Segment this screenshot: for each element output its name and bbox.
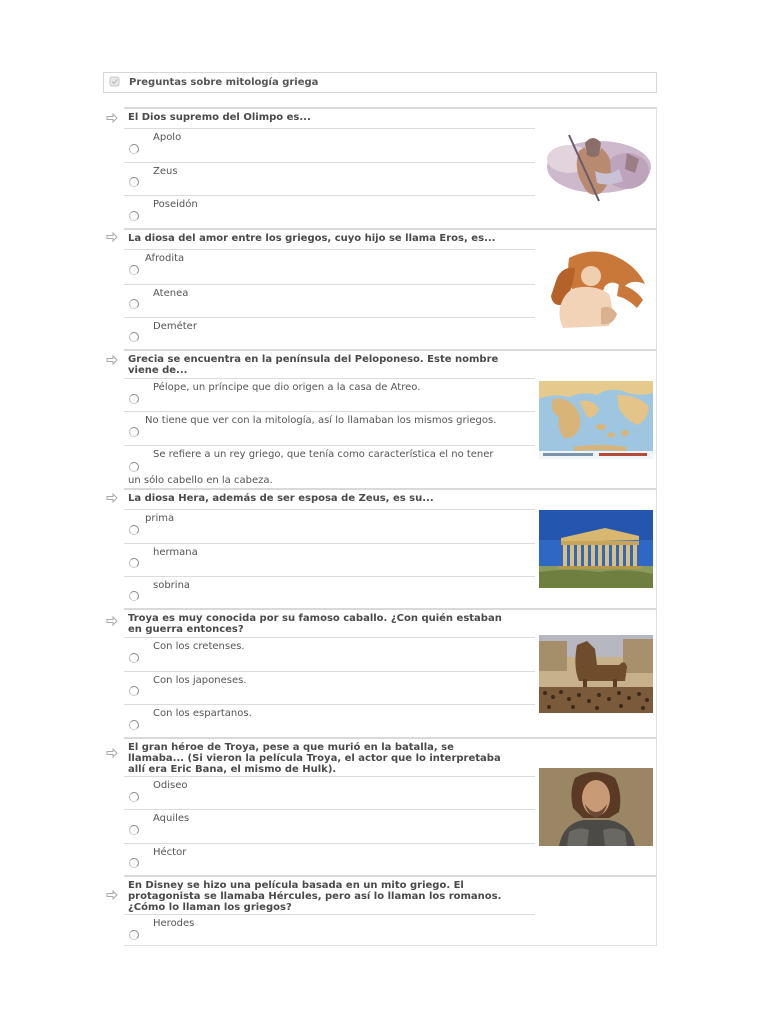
answer-option[interactable] — [124, 162, 535, 195]
answer-option[interactable] — [124, 378, 535, 411]
option-label: Con los espartanos. — [153, 708, 252, 719]
option-label: prima — [145, 513, 175, 524]
radio-button[interactable] — [129, 825, 139, 835]
zeus-figure — [539, 129, 653, 209]
question-text — [128, 880, 528, 913]
option-label: sobrina — [153, 580, 191, 591]
radio-button[interactable] — [129, 462, 139, 472]
radio-button[interactable] — [129, 720, 139, 730]
question-text-line: llamaba... (Si vieron la película Troya, el actor que lo interpretaba — [128, 753, 501, 764]
option-label: Héctor — [153, 847, 187, 858]
radio-button[interactable] — [129, 792, 139, 802]
option-label-continued: un sólo cabello en la cabeza. — [128, 475, 273, 486]
radio-button[interactable] — [129, 177, 139, 187]
question-text: El Dios supremo del Olimpo es... — [128, 112, 311, 123]
question-6 — [124, 737, 657, 875]
question-text-line: El gran héroe de Troya, pese a que murió en la batalla, se — [128, 742, 454, 753]
arrow-icon — [106, 493, 118, 503]
quiz-icon — [109, 76, 120, 87]
option-label: Afrodita — [145, 253, 185, 264]
option-label: Herodes — [153, 918, 195, 929]
option-label: Aquiles — [153, 813, 190, 824]
answer-option[interactable] — [124, 576, 535, 609]
question-3 — [124, 349, 657, 488]
answer-option[interactable] — [124, 776, 535, 809]
radio-button[interactable] — [129, 858, 139, 868]
answer-option[interactable] — [124, 195, 535, 229]
answer-option[interactable] — [124, 637, 535, 671]
radio-button[interactable] — [129, 265, 139, 275]
radio-button[interactable] — [129, 394, 139, 404]
radio-button[interactable] — [129, 144, 139, 154]
radio-button[interactable] — [129, 558, 139, 568]
radio-button[interactable] — [129, 332, 139, 342]
answer-option[interactable] — [124, 671, 535, 704]
radio-button[interactable] — [129, 653, 139, 663]
answer-option[interactable] — [124, 843, 535, 876]
option-label: Apolo — [153, 132, 182, 143]
answer-option[interactable] — [124, 509, 535, 543]
greece-map — [539, 381, 653, 459]
question-text-line: allí era Eric Bana, el mismo de Hulk). — [128, 764, 337, 775]
answer-option[interactable] — [124, 704, 535, 738]
question-text-line: viene de... — [128, 365, 188, 376]
hector-photo — [539, 768, 653, 846]
question-text-line: protagonista se llamaba Hércules, pero así lo llaman los romanos. — [128, 891, 502, 902]
question-7 — [124, 875, 657, 946]
option-label: Atenea — [153, 288, 189, 299]
radio-button[interactable] — [129, 427, 139, 437]
question-text-line: Grecia se encuentra en la península del Peloponeso. Este nombre — [128, 354, 499, 365]
option-label: hermana — [153, 547, 198, 558]
answer-option[interactable] — [124, 914, 535, 947]
question-4 — [124, 488, 657, 608]
option-label: Con los japoneses. — [153, 675, 247, 686]
arrow-icon — [106, 113, 118, 123]
radio-button[interactable] — [129, 686, 139, 696]
radio-button[interactable] — [129, 591, 139, 601]
question-text — [128, 354, 528, 376]
quiz-header — [103, 72, 657, 93]
question-text: La diosa del amor entre los griegos, cuyo hijo se llama Eros, es... — [128, 233, 496, 244]
arrow-icon — [106, 616, 118, 626]
arrow-icon — [106, 355, 118, 365]
option-label: Odiseo — [153, 780, 188, 791]
question-text: La diosa Hera, además de ser esposa de Zeus, es su... — [128, 493, 434, 504]
answer-option[interactable] — [124, 411, 535, 445]
option-label: No tiene que ver con la mitología, así lo llamaban los mismos griegos. — [145, 415, 497, 426]
question-text-line: ¿Cómo lo llaman los griegos? — [128, 902, 292, 913]
answer-option[interactable] — [124, 543, 535, 576]
question-1 — [124, 107, 657, 228]
answer-option[interactable] — [124, 128, 535, 162]
question-text — [128, 742, 528, 775]
answer-option[interactable] — [124, 445, 535, 489]
question-text — [128, 613, 528, 635]
option-label: Con los cretenses. — [153, 641, 245, 652]
option-label: Deméter — [153, 321, 197, 332]
radio-button[interactable] — [129, 299, 139, 309]
parthenon-photo — [539, 510, 653, 588]
answer-option[interactable] — [124, 317, 535, 350]
option-label: Poseidón — [153, 199, 198, 210]
question-2 — [124, 228, 657, 349]
arrow-icon — [106, 232, 118, 242]
option-label: Se refiere a un rey griego, que tenía como característica el no tener — [153, 449, 494, 460]
trojan-horse-photo — [539, 635, 653, 713]
option-label: Zeus — [153, 166, 178, 177]
arrow-icon — [106, 890, 118, 900]
option-label: Pélope, un príncipe que dio origen a la casa de Atreo. — [153, 382, 421, 393]
question-5 — [124, 608, 657, 737]
answer-option[interactable] — [124, 809, 535, 843]
quiz-title: Preguntas sobre mitología griega — [129, 77, 319, 88]
radio-button[interactable] — [129, 930, 139, 940]
answer-option[interactable] — [124, 249, 535, 284]
answer-option[interactable] — [124, 284, 535, 317]
question-text-line: Troya es muy conocida por su famoso caballo. ¿Con quién estaban — [128, 613, 502, 624]
question-text-line: En Disney se hizo una película basada en un mito griego. El — [128, 880, 464, 891]
radio-button[interactable] — [129, 525, 139, 535]
radio-button[interactable] — [129, 211, 139, 221]
arrow-icon — [106, 748, 118, 758]
venus-figure — [539, 248, 653, 332]
question-text-line: en guerra entonces? — [128, 624, 244, 635]
